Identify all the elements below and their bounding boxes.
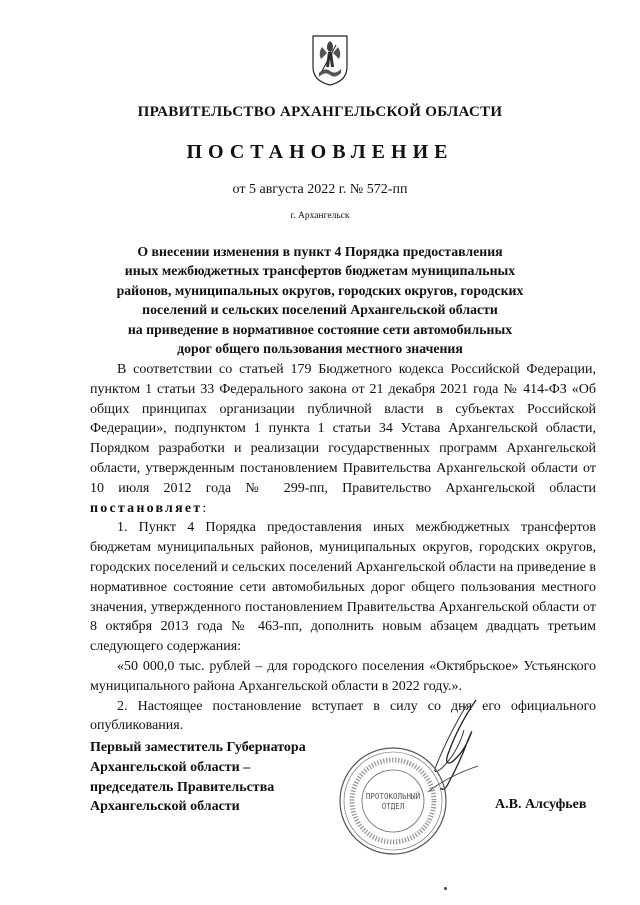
title-line: поселений и сельских поселений Архангельской области (142, 302, 498, 318)
title-line: О внесении изменения в пункт 4 Порядка предоставления (137, 244, 503, 259)
decree-suffix: : (202, 500, 207, 516)
signer-position-line: Первый заместитель Губернатора (90, 740, 306, 755)
signer-position-line: Архангельской области (90, 799, 240, 815)
title-line: на приведение в нормативное состояние сети автомобильных (127, 321, 513, 337)
document-title (95, 242, 545, 358)
document-date-number: от 5 августа 2022 г. № 572-пп (232, 182, 408, 197)
signer-position (90, 738, 350, 817)
stamp-center-text: ОТДЕЛ (381, 802, 405, 811)
preamble-paragraph (90, 360, 596, 518)
decree-word: постановляет (90, 500, 203, 516)
document-city: г. Архангельск (290, 211, 350, 221)
title-line: дорог общего пользования местного значения (177, 341, 463, 357)
item-2-paragraph: 2. Настоящее постановление вступает в силу со дня его официального опубликования. (90, 698, 596, 734)
document-type: ПОСТАНОВЛЕНИЕ (186, 141, 454, 163)
title-line: иных межбюджетных трансфертов бюджетам муниципальных (124, 263, 516, 279)
arkhangelsk-coat-of-arms-icon (310, 33, 350, 87)
document-body (90, 360, 596, 736)
item-1-paragraph: 1. Пункт 4 Порядка предоставления иных межбюджетных трансфертов бюджетам муниципальных районов, муниципальных округов, городских округов, городских поселений и сельских поселений Архангельской области на приведение в нормативное состояние сети автомобильных дорог общего пользования местного значения, утвержденного постановлением Правительства Архангельской области от 8 октября 2013 года № 463-пп, дополнить новым абзацем двадцать третьим следующего содержания: (90, 520, 596, 655)
organization-name: ПРАВИТЕЛЬСТВО АРХАНГЕЛЬСКОЙ ОБЛАСТИ (137, 104, 503, 120)
round-seal-stamp-icon (337, 745, 449, 857)
title-line: районов, муниципальных округов, городских округов, городских (116, 282, 524, 298)
stamp-center-text: ПРОТОКОЛЬНЫЙ (365, 792, 421, 801)
stamp-mark-dot (444, 887, 447, 890)
signer-position-line: Архангельской области – (90, 759, 251, 775)
quote-paragraph: «50 000,0 тыс. рублей – для городского поселения «Октябрьское» Устьянского муниципального района Архангельской области в 2022 году.». (90, 658, 596, 694)
signer-position-line: председатель Правительства (90, 779, 275, 795)
preamble-text: В соответствии со статьей 179 Бюджетного кодекса Российской Федерации, пунктом 1 статьи 33 Федерального закона от 21 декабря 2021 года № 414-ФЗ «Об общих принципах организации публичной власти в субъектах Российской Федерации», подпунктом 1 пункта 1 статьи 34 Устава Архангельской области, Порядком разработки и реализации государственных программ Архангельской области, утвержденным постановлением Правительства Архангельской области от 10 июля 2012 года № 299-пп, Правительство Архангельской области (90, 362, 596, 496)
signer-name: А.В. Алсуфьев (495, 797, 587, 812)
